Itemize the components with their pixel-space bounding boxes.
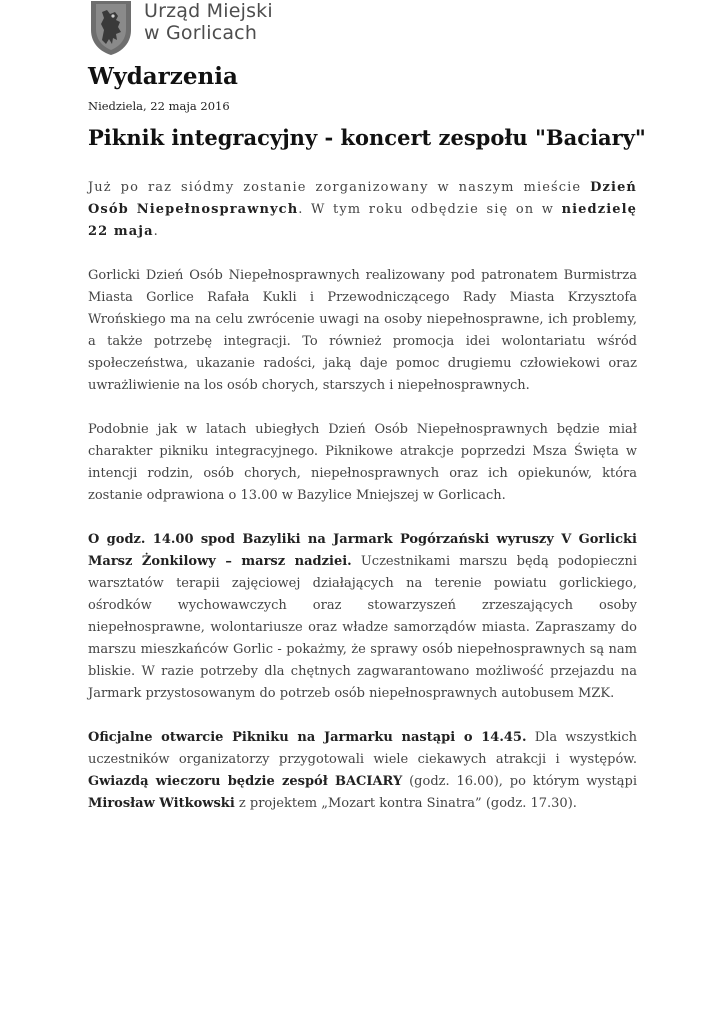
- text: Dla wszystkich uczestników organizatorzy przygotowali wiele ciekawych atrakcji i występów.: [88, 730, 638, 767]
- bold-text: niedzielę 22 maja: [88, 202, 638, 239]
- paragraph-opening: [88, 727, 637, 815]
- city-coat-of-arms-icon: [88, 0, 134, 56]
- text: Gorlicki Dzień Osób Niepełnosprawnych realizowany pod patronatem Burmistrza Miasta Gorlice Rafała Kukli i Przewodniczącego Rady Miasta Krzysztofa Wrońskiego ma na celu zwrócenie uwagi na osoby niepełnosprawne, ich problemy, a także potrzebę integracji. To również promocja idei wolontariatu wśród społeczeństwa, ukazanie radości, jaką daje pomoc drugiemu człowiekowi oraz uwrażliwienie na los osób chorych, starszych i niepełnosprawnych.: [88, 268, 637, 393]
- bold-text: Oficjalne otwarcie Pikniku na Jarmarku nastąpi o 14.45.: [88, 730, 527, 745]
- text: Uczestnikami marszu będą podopieczni warsztatów terapii zajęciowej działających na terenie powiatu gorlickiego, ośrodków wychowawczych oraz stowarzyszeń zrzeszających osoby niepełnosprawne, wolontariusze oraz władze samorządów miasta. Zapraszamy do marszu mieszkańców Gorlic - pokażmy, że sprawy osób niepełnosprawnych są nam bliskie. W razie potrzeby dla chętnych zagwarantowano możliwość przejazdu na Jarmark przystosowanym do potrzeb osób niepełnosprawnych autobusem MZK.: [88, 554, 637, 701]
- section-title: Wydarzenia: [88, 63, 238, 90]
- bold-text: O godz. 14.00 spod Bazyliki na Jarmark Pogórzański wyruszy V Gorlicki Marsz Żonkilowy – marsz nadziei.: [88, 532, 637, 569]
- logo-line-2: w Gorlicach: [144, 22, 258, 44]
- paragraph-intro: [88, 177, 637, 243]
- bold-text: Dzień Osób Niepełnosprawnych: [88, 180, 637, 217]
- logo-line-1: Urząd Miejski: [144, 0, 273, 22]
- paragraph-march: [88, 529, 637, 705]
- site-logo-text[interactable]: [144, 0, 273, 44]
- text: Już po raz siódmy zostanie zorganizowany w naszym mieście: [88, 180, 591, 195]
- bold-text: Gwiazdą wieczoru będzie zespół BACIARY: [88, 774, 403, 789]
- site-header: [88, 0, 348, 56]
- paragraph-patronage: [88, 265, 637, 397]
- article-body: [88, 177, 637, 837]
- article-headline: Piknik integracyjny - koncert zespołu "Baciary": [88, 125, 646, 150]
- text: Podobnie jak w latach ubiegłych Dzień Osób Niepełnosprawnych będzie miał charakter pikniku integracyjnego. Piknikowe atrakcje poprzedzi Msza Święta w intencji rodzin, osób chorych, niepełnosprawnych oraz ich opiekunów, która zostanie odprawiona o 13.00 w Bazylice Mniejszej w Gorlicach.: [88, 422, 637, 503]
- text: z projektem „Mozart kontra Sinatra” (godz. 17.30).: [234, 796, 577, 811]
- text: .: [153, 224, 159, 239]
- bold-text: Mirosław Witkowski: [88, 796, 235, 811]
- paragraph-mass: [88, 419, 637, 507]
- text: . W tym roku odbędzie się on w: [298, 202, 562, 217]
- text: (godz. 16.00), po którym wystąpi: [402, 774, 638, 789]
- event-date: Niedziela, 22 maja 2016: [88, 99, 230, 113]
